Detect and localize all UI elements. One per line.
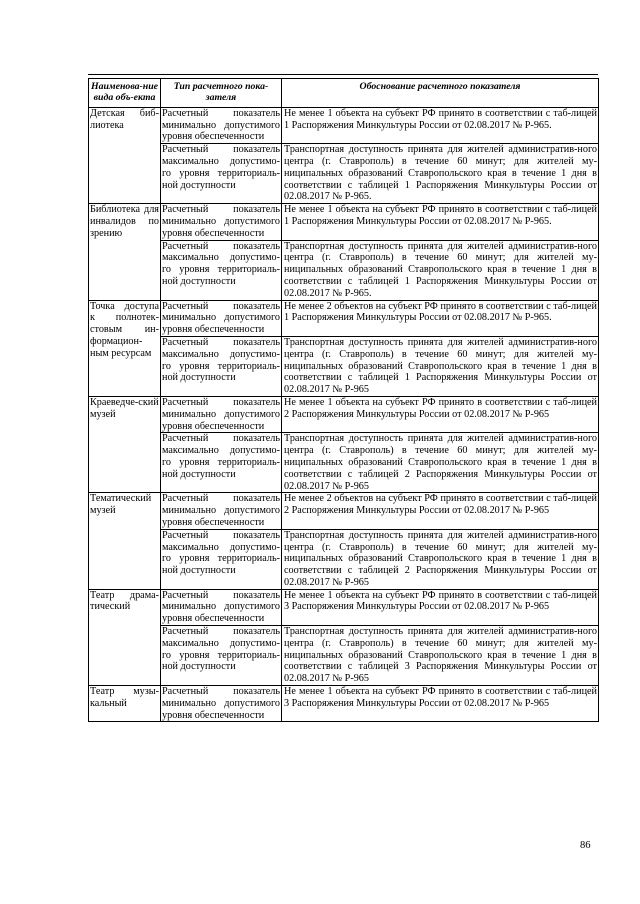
table-row	[89, 107, 599, 143]
table-header	[89, 79, 599, 108]
indicator-type-cell: Расчетный показатель минимально допустимого уровня обеспеченности	[162, 396, 280, 432]
indicator-type-cell: Расчетный показатель минимально допустимого уровня обеспеченности	[162, 493, 280, 528]
indicator-type-cell: Расчетный показатель максимально допустимо-го уровня территориаль-ной доступности	[161, 626, 282, 686]
justification-cell: Не менее 1 объекта на субъект РФ принято в соответствии с таб-лицей 1 Распоряжения Минкультуры России от 02.08.2017 № Р-965.	[282, 107, 599, 143]
table-row	[89, 493, 599, 529]
justification-cell: Не менее 2 объектов на субъект РФ принято в соответствии с таб-лицей 1 Распоряжения Минкультуры России от 02.08.2017 № Р-965.	[282, 300, 599, 336]
header-object-type: Наименова-ние вида объ-екта	[89, 79, 161, 108]
header-row	[89, 79, 599, 108]
table-row	[89, 396, 599, 432]
header-indicator-type: Тип расчетного пока-зателя	[161, 79, 282, 108]
object-name-cell: Театр музы-кальный	[89, 686, 161, 722]
table-row	[89, 300, 599, 336]
indicator-type-cell: Расчетный показатель минимально допустимого уровня обеспеченности	[162, 589, 280, 625]
justification-cell: Транспортная доступность принята для жителей административ-ного центра (г. Ставрополь) в течение 60 минут; для жителей му-ниципальных образований Ставропольского края в течение 1 дня в соответствии с таблицей 1 Распоряжения Минкультуры России от 02.08.2017 № Р-965.	[282, 240, 599, 300]
indicator-type-cell: Расчетный показатель максимально допустимо-го уровня территориаль-ной доступности	[161, 433, 282, 493]
object-name-cell: Точка доступа к полнотек-стовым ин-формацион-ным ресурсам	[89, 300, 161, 396]
justification-cell: Транспортная доступность принята для жителей административ-ного центра (г. Ставрополь) в течение 60 минут; для жителей му-ниципальных образований Ставропольского края в течение 1 дня в соответствии с таблицей 1 Распоряжения Минкультуры России от 02.08.2017 № Р-965.	[282, 144, 599, 204]
justification-cell: Транспортная доступность принята для жителей административ-ного центра (г. Ставрополь) в течение 60 минут; для жителей му-ниципальных образований Ставропольского края в течение 1 дня в соответствии с таблицей 3 Распоряжения Минкультуры России от 02.08.2017 № Р-965	[282, 626, 599, 686]
indicator-type-cell: Расчетный показатель минимально допустимого уровня обеспеченности	[162, 300, 280, 336]
indicator-type-cell: Расчетный показатель максимально допустимо-го уровня территориаль-ной доступности	[161, 336, 282, 396]
justification-cell: Транспортная доступность принята для жителей административ-ного центра (г. Ставрополь) в течение 60 минут; для жителей му-ниципальных образований Ставропольского края в течение 1 дня в соответствии с таблицей 2 Распоряжения Минкультуры России от 02.08.2017 № Р-965	[282, 529, 599, 589]
justification-cell: Транспортная доступность принята для жителей административ-ного центра (г. Ставрополь) в течение 60 минут; для жителей му-ниципальных образований Ставропольского края в течение 1 дня в соответствии с таблицей 1 Распоряжения Минкультуры России от 02.08.2017 № Р-965	[282, 336, 599, 396]
table-row	[89, 686, 599, 722]
justification-cell: Не менее 1 объекта на субъект РФ принято в соответствии с таб-лицей 2 Распоряжения Минкультуры России от 02.08.2017 № Р-965	[282, 396, 599, 432]
table-row	[89, 240, 599, 300]
table-row	[89, 144, 599, 204]
table-body	[89, 107, 599, 722]
object-name-cell: Тематический музей	[89, 493, 161, 589]
table-row	[89, 433, 599, 493]
top-rule	[88, 74, 598, 75]
justification-cell: Транспортная доступность принята для жителей административ-ного центра (г. Ставрополь) в течение 60 минут; для жителей му-ниципальных образований Ставропольского края в течение 1 дня в соответствии с таблицей 2 Распоряжения Минкультуры России от 02.08.2017 № Р-965	[282, 433, 599, 493]
justification-cell: Не менее 1 объекта на субъект РФ принято в соответствии с таб-лицей 1 Распоряжения Минкультуры России от 02.08.2017 № Р-965.	[282, 204, 599, 240]
object-name-cell: Краеведче-ский музей	[89, 396, 161, 492]
page-number: 86	[580, 840, 591, 851]
header-justification: Обоснование расчетного показателя	[282, 79, 599, 108]
justification-cell: Не менее 2 объектов на субъект РФ принято в соответствии с таб-лицей 2 Распоряжения Минкультуры России от 02.08.2017 № Р-965	[282, 493, 599, 529]
table-row	[89, 589, 599, 625]
indicator-type-cell: Расчетный показатель максимально допустимо-го уровня территориаль-ной доступности	[161, 144, 282, 204]
table-row	[89, 204, 599, 240]
indicator-type-cell: Расчетный показатель минимально допустимого уровня обеспеченности	[162, 107, 280, 143]
indicator-type-cell: Расчетный показатель минимально допустимого уровня обеспеченности	[162, 686, 280, 721]
indicator-type-cell: Расчетный показатель минимально допустимого уровня обеспеченности	[162, 204, 280, 239]
justification-cell: Не менее 1 объекта на субъект РФ принято в соответствии с таб-лицей 3 Распоряжения Минкультуры России от 02.08.2017 № Р-965	[282, 589, 599, 625]
indicators-table	[88, 78, 599, 722]
object-name-cell: Театр драма-тический	[89, 589, 161, 685]
object-name-cell: Библиотека для инвалидов по зрению	[89, 204, 161, 300]
table-row	[89, 336, 599, 396]
justification-cell: Не менее 1 объекта на субъект РФ принято в соответствии с таб-лицей 3 Распоряжения Минкультуры России от 02.08.2017 № Р-965	[282, 686, 599, 722]
indicator-type-cell: Расчетный показатель максимально допустимо-го уровня территориаль-ной доступности	[161, 529, 282, 589]
indicator-type-cell: Расчетный показатель максимально допустимо-го уровня территориаль-ной доступности	[161, 240, 282, 300]
table-row	[89, 626, 599, 686]
object-name-cell: Детская биб-лиотека	[89, 107, 161, 203]
table-row	[89, 529, 599, 589]
